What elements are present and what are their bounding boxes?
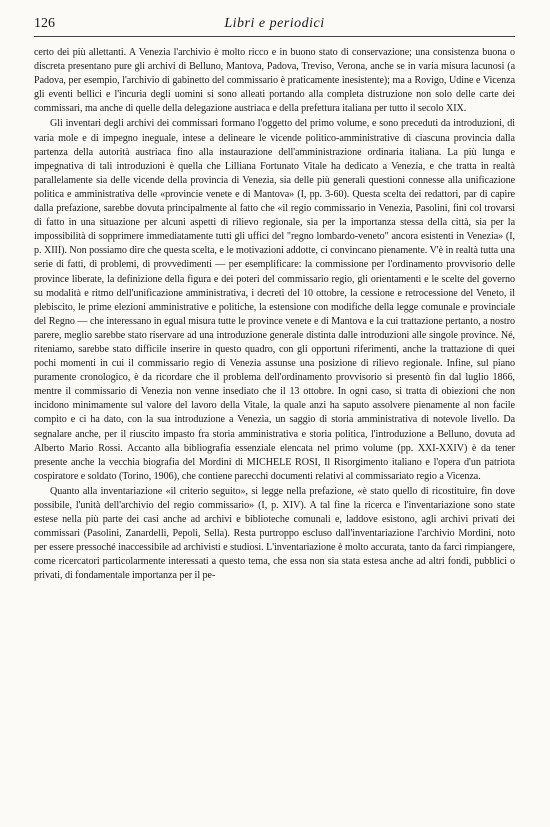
page-header — [34, 14, 515, 37]
page-number: 126 — [34, 16, 55, 31]
paragraph: Gli inventari degli archivi dei commissari formano l'oggetto del primo volume, e sono preceduti da introduzioni, di varia mole e di impegno ineguale, intese a delineare le vicende politico-amministrative di ciascuna provincia dalla partenza della autorità austriaca fino alla instaurazione dell'amministrazione ordinaria italiana. La più lunga e impegnativa di tali introduzioni è quella che Lilliana Fortunato Vitale ha dedicato a Venezia, e che tratta in realtà parallelamente sia delle vicende della provincia di Venezia, sia delle più generali questioni connesse alla unificazione politica e amministrativa delle «provincie venete e di Mantova» (I, pp. 3-60). Questa scelta dei redattori, par di capire dalla prefazione, sarebbe dovuta principalmente al fatto che «il regio commissario in Venezia, Pasolini, finì col trovarsi di fatto in una situazione per alcuni aspetti di rilievo regionale, sia per la importanza stessa della città, sia per la impossibilità di sopprimere immediatamente tutti gli uffici del "regno lombardo-veneto" ancora esistenti in Venezia» (I, p. XIII). Non possiamo dire che questa scelta, e le motivazioni addotte, ci convincano pienamente. V'è in realtà tutta una serie di fatti, di problemi, di provvedimenti — per esemplificare: la commissione per l'ordinamento provvisorio delle province liberate, la definizione della figura e dei poteri del commissario regio, gli orientamenti e le scelte del governo su modalità e ritmo dell'unificazione amministrativa, i decreti del 10 ottobre, la cessione e retrocessione del Veneto, il plebiscito, le prime elezioni amministrative e politiche, la estensione con modifiche della legge comunale e provinciale del Regno — che interessano in egual misura tutte le province venete e di Mantova e la cui trattazione pertanto, a nostro parere, meglio sarebbe stato riservare ad una introduzione generale distinta dalle introduzioni alle singole province. Né, riteniamo, sarebbe stato difficile inserire in questo quadro, con gli opportuni riferimenti, anche la trattazione di quei pochi momenti in cui il commissario regio di Venezia assunse una posizione di rilievo regionale. Infine, sul piano puramente cronologico, è da ricordare che il problema dell'ordinamento provvisorio si presentò fin dal luglio 1866, mentre il commissario di Venezia non venne insediato che il 13 ottobre. In ogni caso, si tratta di obiezioni che non incidono minimamente sul valore del lavoro della Vitale, la quale anzi ha saputo assolvere pienamente al non facile compito e ci ha dato, con la sua introduzione a Venezia, un saggio di storia amministrativa di notevole livello. Da segnalare anche, per il riuscito impasto fra storia amministrativa e storia politica, l'introduzione a Belluno, dovuta ad Alberto Mario Rossi. Accanto alla bibliografia essenziale elencata nel primo volume (pp. XXI-XXIV) è da tener presente anche la vecchia biografia del Mordini di MICHELE ROSI, Il Risorgimento italiano e l'opera d'un patriota cospiratore e soldato (Torino, 1906), che contiene parecchi documenti relativi al commissariato regio a Vicenza. — [34, 118, 515, 482]
running-head: Libri e periodici — [224, 16, 325, 31]
paragraph: certo dei più allettanti. A Venezia l'archivio è molto ricco e in buono stato di conservazione; una consistenza buona o discreta presentano pure gli archivi di Belluno, Mantova, Padova, Treviso, Verona, anche se in varia misura lacunosi (a Padova, per esempio, l'archivio di gabinetto del commissario è praticamente inesistente); ma a Rovigo, Udine e Vicenza gli eventi bellici e l'incuria degli uomini si sono alleati portando alla completa distruzione non solo delle carte dei commissari, ma anche di quelle della delegazione austriaca e della prefettura italiana per tutto il secolo XIX. — [34, 47, 515, 115]
page-body — [34, 46, 515, 584]
paragraph: Quanto alla inventariazione «il criterio seguito», si legge nella prefazione, «è stato quello di ricostituire, fin dove possibile, l'unità dell'archivio del regio commissario» (I, p. XIV). A tal fine la ricerca e l'inventariazione sono state estese nella più parte dei casi anche ad archivi e biblioteche comunali e, laddove esistono, agli archivi privati dei commissari (Pasolini, Zanardelli, Pepoli, Sella). Resta purtroppo escluso dall'inventariazione l'archivio Mordini, noto per essere pressoché inaccessibile ad archivisti e studiosi. L'inventariazione è molto accurata, tanto da farci rimpiangere, come ricercatori particolarmente interessati a questo tema, che essa non sia stata estesa anche ad altri fondi, pubblici o privati, di fondamentale importanza per il pe- — [34, 485, 515, 582]
